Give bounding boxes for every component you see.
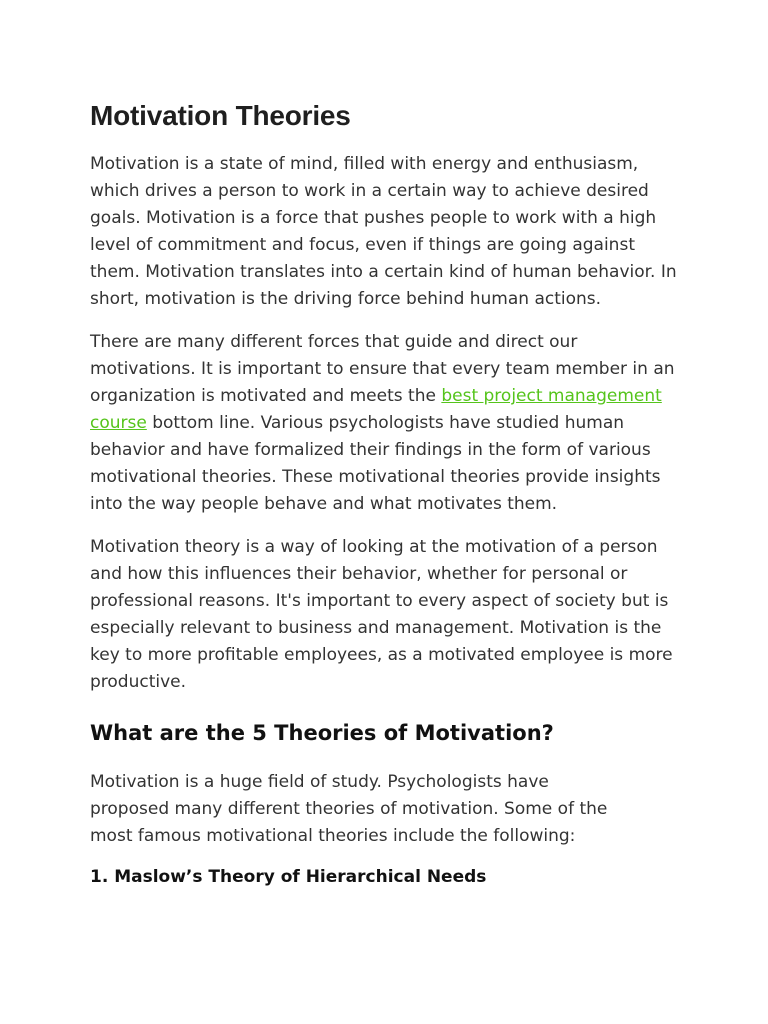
article bbox=[90, 96, 680, 890]
project-management-course-link[interactable]: best project management course bbox=[90, 386, 662, 433]
forces-paragraph bbox=[90, 329, 680, 518]
maslow-subheading: 1. Maslow’s Theory of Hierarchical Needs bbox=[90, 867, 487, 887]
forces-paragraph-text-start: There are many different forces that guide and direct our motivations. It is important to ensure that every team member in an organization is motivated and meets the bbox=[90, 332, 675, 406]
forces-paragraph-text-end: bottom line. Various psychologists have studied human behavior and have formalized their findings in the form of various motivational theories. These motivational theories provide insights into the way people behave and what motivates them. bbox=[90, 413, 661, 514]
section-heading: What are the 5 Theories of Motivation? bbox=[90, 721, 554, 745]
page-title: Motivation Theories bbox=[90, 100, 351, 131]
theory-paragraph: Motivation theory is a way of looking at the motivation of a person and how this influences their behavior, whether for personal or professional reasons. It's important to every aspect of society but is especially relevant to business and management. Motivation is the key to more profitable employees, as a motivated employee is more productive. bbox=[90, 537, 673, 692]
field-of-study-paragraph: Motivation is a huge field of study. Psychologists have proposed many different theories of motivation. Some of the most famous motivational theories include the following: bbox=[90, 772, 608, 846]
intro-paragraph: Motivation is a state of mind, filled with energy and enthusiasm, which drives a person to work in a certain way to achieve desired goals. Motivation is a force that pushes people to work with a high level of commitment and focus, even if things are going against them. Motivation translates into a certain kind of human behavior. In short, motivation is the driving force behind human actions. bbox=[90, 154, 677, 309]
